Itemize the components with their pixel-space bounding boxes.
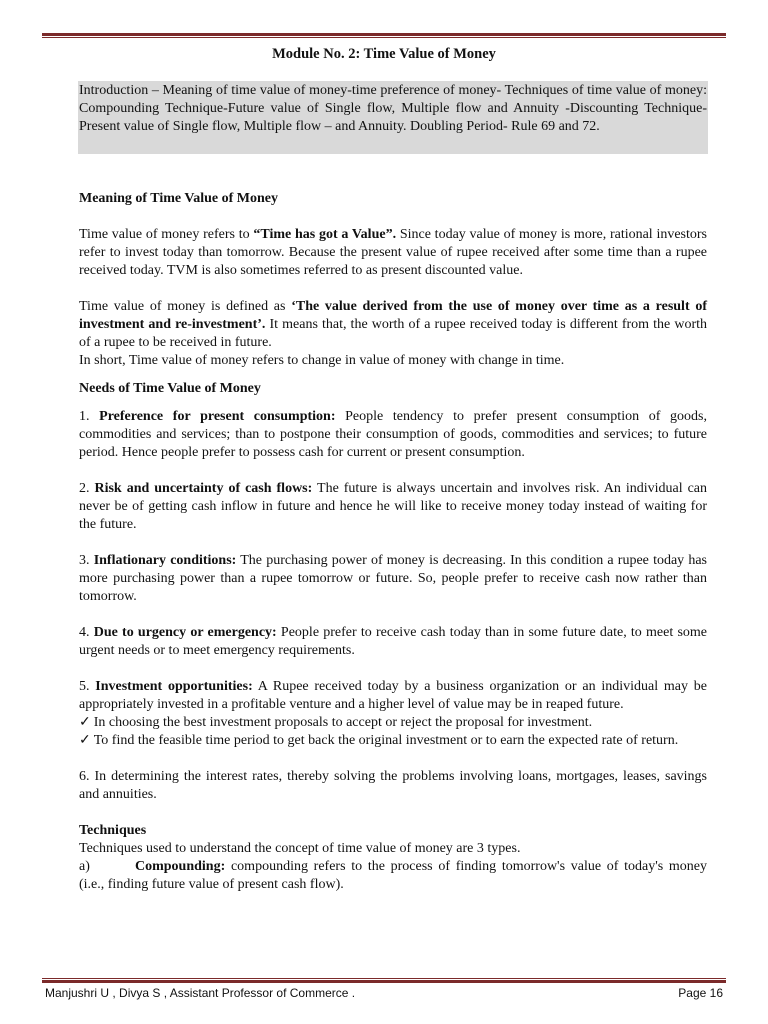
need-number: 3. xyxy=(79,553,94,568)
need-title: Risk and uncertainty of cash flows: xyxy=(94,481,313,496)
need-item-4 xyxy=(79,624,707,660)
meaning-p2-text: Time value of money is defined as xyxy=(79,299,292,314)
intro-box xyxy=(78,81,708,154)
meaning-paragraph-2 xyxy=(79,298,707,352)
check-text: In choosing the best investment proposals to accept or reject the proposal for investment. xyxy=(93,715,593,730)
need-text: People tendency to prefer present consumption of goods, commodities and services; than to postpone their consumption of goods, commodities and services; to future period. Hence people prefer to possess cash for current or present consumption. xyxy=(79,409,708,460)
need-item-5 xyxy=(79,678,707,714)
need-text: The future is always uncertain and involves risk. An individual can never be of getting cash inflow in future and hence he will like to receive money today instead of waiting for the future. xyxy=(79,481,708,532)
need-text: People prefer to receive cash today than in some future date, to meet some urgent needs or to meet emergency requirements. xyxy=(79,625,707,658)
need-item-1 xyxy=(79,408,707,462)
meaning-heading: Meaning of Time Value of Money xyxy=(79,191,278,206)
header-rule xyxy=(42,33,726,38)
page-title: Module No. 2: Time Value of Money xyxy=(272,46,496,62)
page-number: Page 16 xyxy=(678,986,723,1000)
need-title: Preference for present consumption: xyxy=(99,409,336,424)
techniques-heading: Techniques xyxy=(79,823,147,838)
intro-text: Introduction – Meaning of time value of money-time preference of money- Techniques of time value of money: Compounding Technique-Future value of Single flow, Multiple flow and Annuity -Discounting Technique-Present value of Single flow, Multiple flow – and Annuity. Doubling Period- Rule 69 and 72. xyxy=(79,83,707,134)
check-icon: ✓ xyxy=(79,715,91,730)
page-footer xyxy=(45,986,723,1000)
meaning-p1-rest: Since today value of money is more, rational investors refer to invest today than tomorrow. Because the present value of rupee received after some time than a rupee received today. TVM is also sometimes referred to as present discounted value. xyxy=(79,227,707,278)
footer-authors: Manjushri U , Divya S , Assistant Professor of Commerce . xyxy=(45,986,356,1000)
techniques-intro: Techniques used to understand the concept of time value of money are 3 types. xyxy=(79,841,521,856)
check-item-1 xyxy=(79,714,707,732)
need-item-2 xyxy=(79,480,707,534)
check-text: To find the feasible time period to get back the original investment or to earn the expected rate of return. xyxy=(93,733,679,748)
need-title: Investment opportunities: xyxy=(95,679,253,694)
need-item-6: 6. In determining the interest rates, thereby solving the problems involving loans, mortgages, leases, savings and annuities. xyxy=(79,769,707,802)
need-text: A Rupee received today by a business organization or an individual may be appropriately invested in a profitable venture and a higher level of value may be in reaped future. xyxy=(79,679,707,712)
footer-rule xyxy=(42,978,726,983)
technique-item-a xyxy=(79,858,707,894)
need-number: 5. xyxy=(79,679,96,694)
needs-heading: Needs of Time Value of Money xyxy=(79,381,261,396)
meaning-p2-rest: It means that, the worth of a rupee received today is different from the worth of a rupee to be received in future. xyxy=(79,317,707,350)
need-title: Due to urgency or emergency: xyxy=(93,625,277,640)
need-number: 2. xyxy=(79,481,95,496)
check-icon: ✓ xyxy=(79,733,91,748)
meaning-p2-definition: ‘The value derived from the use of money over time as a result of investment and re-investment’. xyxy=(79,299,707,332)
technique-label: a) xyxy=(79,859,90,874)
meaning-paragraph-1 xyxy=(79,226,707,280)
need-title: Inflationary conditions: xyxy=(93,553,237,568)
need-number: 1. xyxy=(79,409,100,424)
check-item-2 xyxy=(79,732,707,750)
meaning-p1-text: Time value of money refers to xyxy=(79,227,254,242)
document-body xyxy=(79,190,707,894)
need-text: The purchasing power of money is decreasing. In this condition a rupee today has more purchasing power than a rupee tomorrow or future. So, people prefer to receive cash now rather than tomorrow. xyxy=(79,553,708,604)
meaning-paragraph-3: In short, Time value of money refers to change in value of money with change in time. xyxy=(79,353,565,368)
need-item-3 xyxy=(79,552,707,606)
technique-text: compounding refers to the process of finding tomorrow's value of today's money (i.e., finding future value of present cash flow). xyxy=(79,859,707,892)
need-number: 4. xyxy=(79,625,94,640)
technique-title: Compounding: xyxy=(135,859,226,874)
meaning-p1-quote: “Time has got a Value”. xyxy=(253,227,397,242)
